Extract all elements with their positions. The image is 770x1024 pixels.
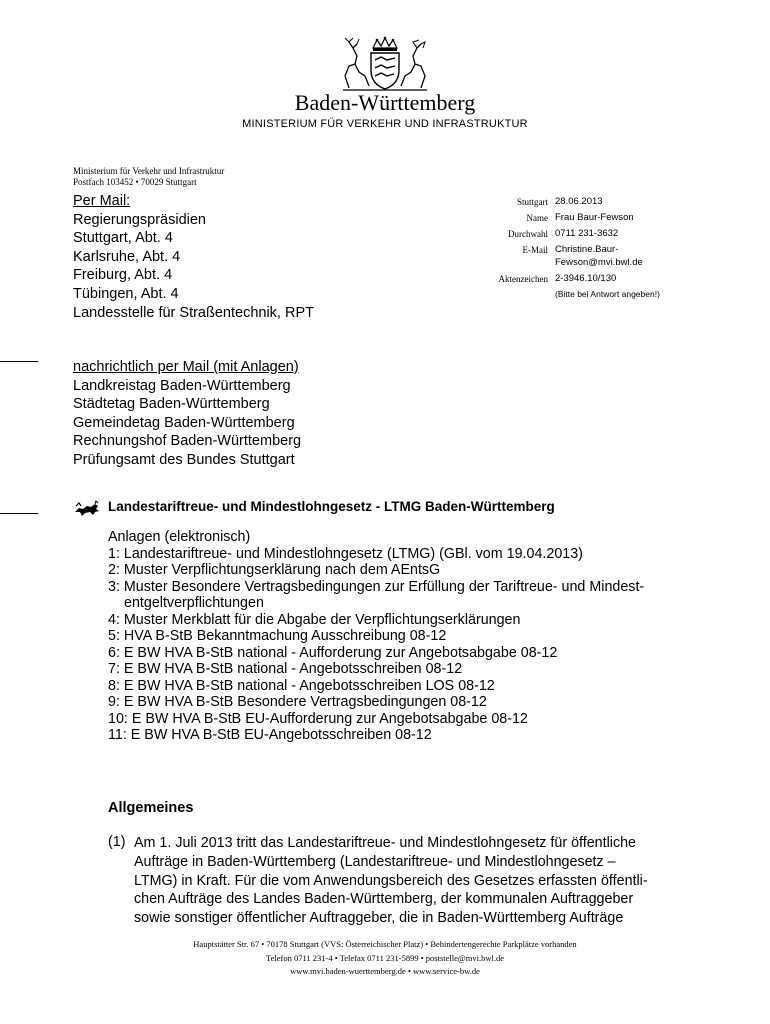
paragraph-line: Am 1. Juli 2013 tritt das Landestariftreue- und Mindestlohngesetz für öffentliche: [134, 835, 637, 851]
attachment-item: 10: E BW HVA B-StB EU-Aufforderung zur Angebotsabgabe 08-12: [108, 710, 528, 727]
recipient-line: Stuttgart, Abt. 4: [73, 230, 173, 247]
info-row-name: [470, 210, 715, 226]
copy-recipient: Prüfungsamt des Bundes Stuttgart: [73, 451, 295, 468]
letter-footer: [0, 938, 770, 979]
footer-web: www.mvi.baden-wuerttemberg.de • www.service-bw.de: [290, 966, 480, 976]
info-value-reference: [555, 271, 715, 303]
attachment-item: 7: E BW HVA B-StB national - Angebotsschreiben 08-12: [108, 661, 463, 677]
fold-mark: [0, 361, 38, 362]
info-value: Frau Baur-Fewson: [555, 212, 634, 223]
email-line: Christine.Baur-: [555, 244, 619, 255]
attachment-item: 9: E BW HVA B-StB Besondere Vertragsbedingungen 08-12: [108, 694, 487, 710]
attachment-item: 1: Landestariftreue- und Mindestlohngesetz (LTMG) (GBl. vom 19.04.2013): [108, 545, 583, 562]
copy-recipient: Gemeindetag Baden-Württemberg: [73, 414, 295, 431]
copy-recipient: Städtetag Baden-Württemberg: [73, 396, 270, 413]
paragraph-line: Aufträge in Baden-Württemberg (Landestariftreue- und Mindestlohngesetz –: [134, 853, 616, 870]
info-row-date: [470, 194, 715, 210]
state-lion-icon: [73, 500, 101, 518]
paragraph-body: [134, 834, 704, 928]
copy-recipient: Rechnungshof Baden-Württemberg: [73, 433, 302, 450]
reference-number: 2-3946.10/130: [555, 273, 617, 284]
recipient-line: Freiburg, Abt. 4: [73, 267, 173, 284]
footer-contact: Telefon 0711 231-4 • Telefax 0711 231-5899 • poststelle@mvi.bwl.de: [266, 952, 504, 963]
info-row-phone: [470, 226, 715, 242]
sender-address: [73, 166, 224, 188]
recipient-line: Karlsruhe, Abt. 4: [73, 248, 181, 265]
paragraph-line: LTMG) in Kraft. Für die vom Anwendungsbereich des Gesetzes erfassten öffentli-: [134, 872, 648, 889]
recipient-line: Tübingen, Abt. 4: [73, 285, 179, 302]
recipients-block: [73, 192, 314, 322]
email-line: Fewson@mvi.bwl.de: [555, 257, 643, 268]
attachments-heading: Anlagen (elektronisch): [108, 529, 251, 545]
attachment-item: 6: E BW HVA B-StB national - Aufforderung zur Angebotsabgabe 08-12: [108, 644, 558, 661]
paragraph-line: sowie sonstiger öffentlicher Auftraggeber, die in Baden-Württemberg Aufträge: [134, 910, 624, 927]
attachment-item-continuation: entgeltverpflichtungen: [124, 595, 264, 611]
attachment-item: 8: E BW HVA B-StB national - Angebotsschreiben LOS 08-12: [108, 677, 495, 694]
recipients-heading: Per Mail:: [73, 193, 131, 209]
subject-line: Landestariftreue- und Mindestlohngesetz - LTMG Baden-Württemberg: [108, 499, 555, 514]
recipient-line: Regierungspräsidien: [73, 211, 206, 228]
sender-line: Ministerium für Verkehr und Infrastruktur: [73, 166, 225, 176]
attachment-item: 2: Muster Verpflichtungserklärung nach dem AEntsG: [108, 562, 441, 578]
info-value: 28.06.2013: [555, 196, 603, 207]
recipient-line: Landesstelle für Straßentechnik, RPT: [73, 304, 314, 321]
ministry-name: MINISTERIUM FÜR VERKEHR UND INFRASTRUKTUR: [242, 118, 528, 130]
reference-note: (Bitte bei Antwort angeben!): [555, 289, 660, 299]
info-value-email: [555, 242, 715, 271]
info-label: Durchwahl: [508, 229, 548, 239]
copies-heading: nachrichtlich per Mail (mit Anlagen): [73, 359, 299, 375]
info-label: Name: [526, 213, 548, 223]
coat-of-arms-logo: [335, 36, 435, 92]
attachment-item: 4: Muster Merkblatt für die Abgabe der Verpflichtungserklärungen: [108, 611, 521, 628]
section-heading: Allgemeines: [108, 800, 194, 816]
paragraph-number: (1): [108, 834, 126, 850]
info-label: Stuttgart: [517, 197, 548, 207]
info-label: Aktenzeichen: [498, 274, 548, 284]
attachment-item: 3: Muster Besondere Vertragsbedingungen zur Erfüllung der Tariftreue- und Mindest-: [108, 578, 645, 595]
copies-block: [73, 358, 301, 470]
footer-address: Hauptstätter Str. 67 • 70178 Stuttgart (VVS: Österreichischer Platz) • Behindertengerechte Parkplätze vorhanden: [193, 939, 577, 949]
attachments-list: [108, 529, 644, 744]
letter-info-box: [470, 194, 715, 303]
sender-line: Postfach 103452 • 70029 Stuttgart: [73, 177, 197, 187]
paragraph-line: chen Aufträge des Landes Baden-Württemberg, der kommunalen Auftraggeber: [134, 891, 634, 908]
attachment-item: 5: HVA B-StB Bekanntmachung Ausschreibung 08-12: [108, 628, 447, 644]
copy-recipient: Landkreistag Baden-Württemberg: [73, 377, 291, 394]
info-row-email: [470, 242, 715, 271]
info-value: 0711 231-3632: [555, 228, 619, 239]
state-name-wordmark: Baden-Württemberg: [294, 90, 476, 115]
info-label: E-Mail: [522, 245, 548, 255]
fold-mark: [0, 513, 38, 514]
info-row-reference: [470, 271, 715, 303]
attachment-item: 11: E BW HVA B-StB EU-Angebotsschreiben 08-12: [108, 727, 432, 743]
